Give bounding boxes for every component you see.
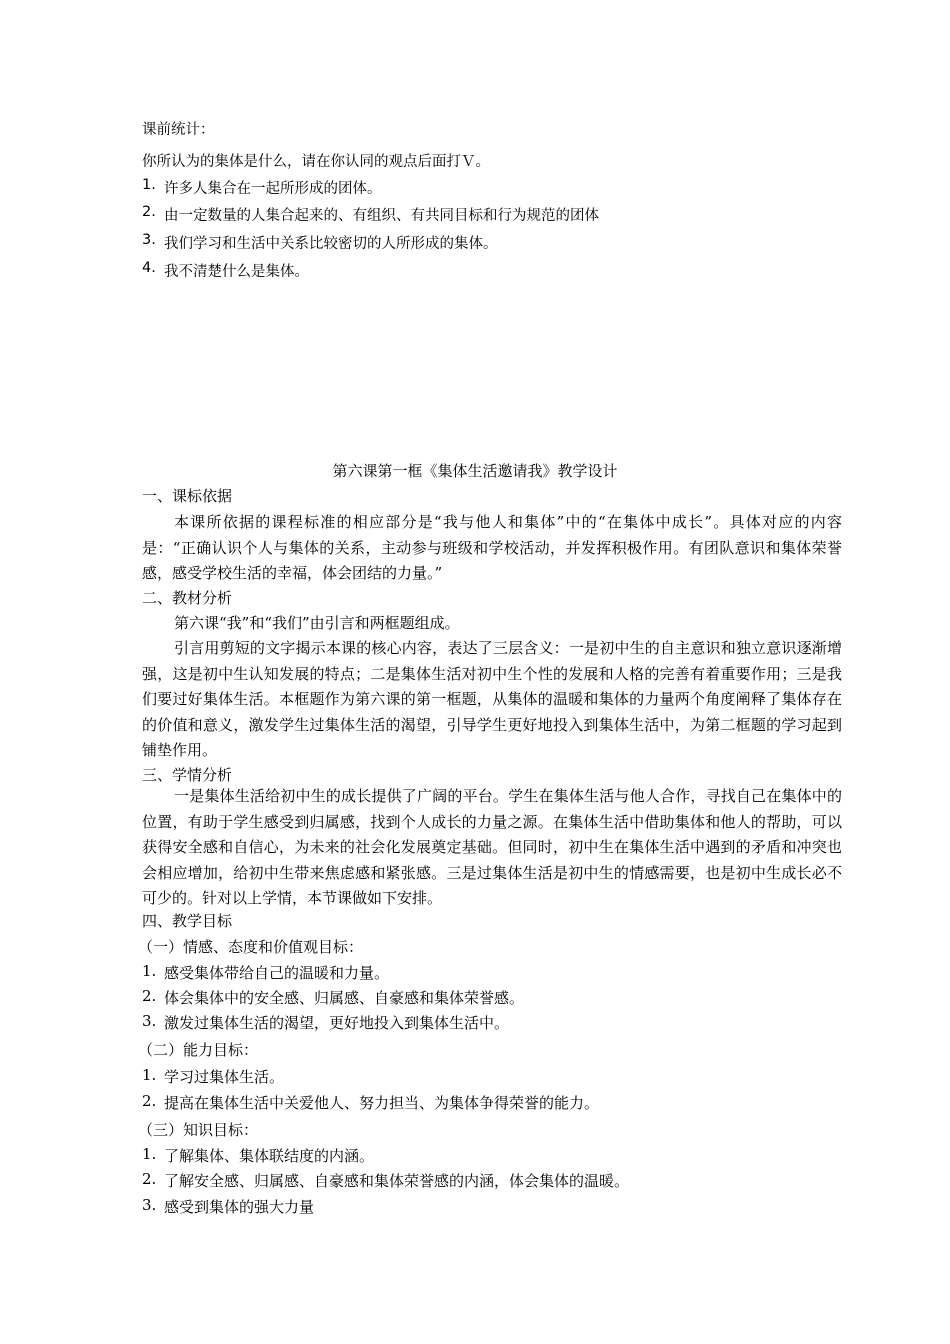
option-text: 许多人集合在一起所形成的团体。: [164, 181, 382, 197]
section-paragraph: [142, 636, 842, 764]
option-text: 我不清楚什么是集体。: [164, 264, 309, 280]
option-number: 2.: [142, 204, 156, 220]
paragraph-text: 第六课“我”和“我们”由引言和两框题组成。: [174, 614, 460, 632]
paragraph-text: 引言用剪短的文字揭示本课的核心内容，表达了三层含义：一是初中生的自主意识和独立意识逐渐增强，这是初中生认知发展的特点；二是集体生活对初中生个性的发展和人格的完善有着重要作用；三是我们要过好集体生活。本框题作为第六课的第一框题，从集体的温暖和集体的力量两个角度阐释了集体存在的价值和意义，激发学生过集体生活的渴望，引导学生更好地投入到集体生活中，为第二框题的学习起到铺垫作用。: [142, 639, 842, 759]
goal-number: 2.: [142, 1092, 157, 1110]
survey-option: [142, 260, 309, 281]
goal-text: 了解安全感、归属感、自豪感和集体荣誉感的内涵，体会集体的温暖。: [164, 1172, 630, 1190]
goal-text: 感受到集体的强大力量: [164, 1198, 315, 1216]
goal-item: [142, 1145, 374, 1166]
goal-number: 1.: [142, 1066, 157, 1084]
goal-text: 了解集体、集体联结度的内涵。: [164, 1147, 375, 1165]
survey-option: [142, 232, 498, 253]
option-text: 我们学习和生活中关系比较密切的人所形成的集体。: [164, 236, 498, 252]
section-paragraph: [142, 611, 842, 637]
goal-item: [142, 962, 389, 983]
section-paragraph: [142, 784, 842, 912]
goal-group-title: （二）能力目标：: [138, 1041, 259, 1059]
goal-group-title: （三）知识目标：: [138, 1121, 259, 1139]
goal-number: 2.: [142, 987, 157, 1005]
goal-item: [142, 987, 524, 1008]
goal-number: 3.: [142, 1012, 157, 1030]
section-paragraph: [142, 510, 842, 587]
goal-group-title: （一）情感、态度和价值观目标：: [138, 938, 364, 956]
goal-item: [142, 1012, 509, 1033]
goal-item: [142, 1092, 599, 1113]
goal-text: 体会集体中的安全感、归属感、自豪感和集体荣誉感。: [164, 989, 525, 1007]
survey-title: 课前统计：: [142, 122, 215, 138]
goal-item: [142, 1170, 629, 1191]
survey-option: [142, 177, 382, 198]
section-heading: 二、教材分析: [142, 589, 233, 607]
section-heading: 三、学情分析: [142, 766, 233, 784]
goal-text: 学习过集体生活。: [164, 1068, 285, 1086]
goal-number: 3.: [142, 1196, 157, 1214]
goal-number: 1.: [142, 1145, 157, 1163]
goal-number: 2.: [142, 1170, 157, 1188]
goal-item: [142, 1196, 314, 1217]
document-title: 第六课第一框《集体生活邀请我》教学设计: [332, 462, 618, 480]
paragraph-text: 本课所依据的课程标准的相应部分是“我与他人和集体”中的“在集体中成长”。具体对应的内容是：“正确认识个人与集体的关系，主动参与班级和学校活动，并发挥积极作用。有团队意识和集体荣誉感，感受学校生活的幸福，体会团结的力量。”: [142, 513, 842, 582]
goal-number: 1.: [142, 962, 157, 980]
paragraph-text: 一是集体生活给初中生的成长提供了广阔的平台。学生在集体生活与他人合作，寻找自己在集体中的位置，有助于学生感受到归属感，找到个人成长的力量之源。在集体生活中借助集体和他人的帮助，可以获得安全感和自信心，为未来的社会化发展奠定基础。但同时，初中生在集体生活中遇到的矛盾和冲突也会相应增加，给初中生带来焦虑感和紧张感。三是过集体生活是初中生的情感需要，也是初中生成长必不可少的。针对以上学情，本节课做如下安排。: [142, 787, 842, 907]
goal-text: 感受集体带给自己的温暖和力量。: [164, 964, 390, 982]
survey-option: [142, 204, 599, 225]
option-text: 由一定数量的人集合起来的、有组织、有共同目标和行为规范的团体: [164, 208, 599, 224]
section-heading: 四、教学目标: [142, 912, 233, 930]
goal-item: [142, 1066, 284, 1087]
goal-text: 激发过集体生活的渴望，更好地投入到集体生活中。: [164, 1014, 510, 1032]
option-number: 1.: [142, 177, 156, 193]
option-number: 3.: [142, 232, 156, 248]
section-heading: 一、课标依据: [142, 487, 233, 505]
option-number: 4.: [142, 260, 156, 276]
goal-text: 提高在集体生活中关爱他人、努力担当、为集体争得荣誉的能力。: [164, 1094, 600, 1112]
survey-question: 你所认为的集体是什么，请在你认同的观点后面打Ｖ。: [142, 154, 490, 170]
